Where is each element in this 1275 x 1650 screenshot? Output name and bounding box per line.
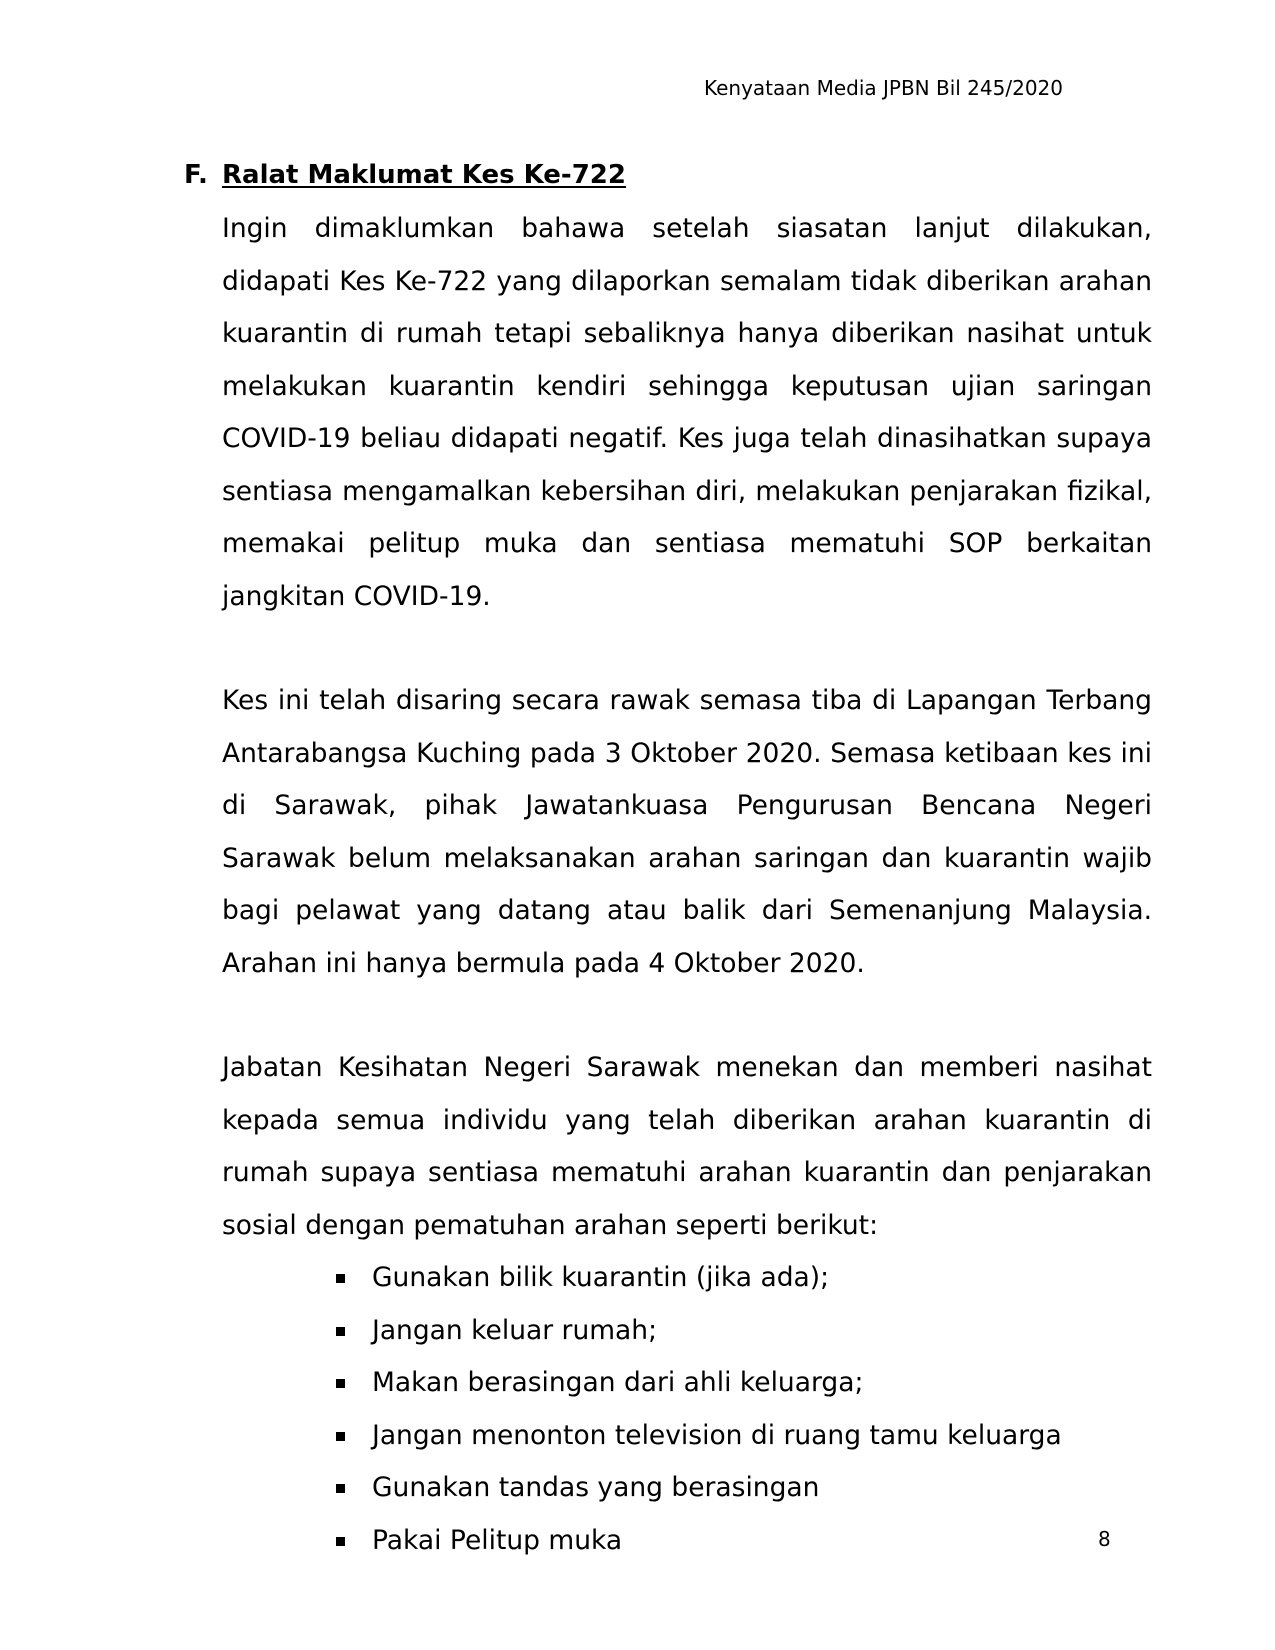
list-item [336,1357,1152,1410]
list-item [336,1410,1152,1463]
page-number: 8 [1098,1527,1111,1551]
square-bullet-icon [336,1537,345,1546]
page-header: Kenyataan Media JPBN Bil 245/2020 [703,76,1063,100]
square-bullet-icon [336,1327,345,1336]
square-bullet-icon [336,1432,345,1441]
list-item-text: Jangan keluar rumah; [372,1314,658,1346]
list-item [336,1462,1152,1515]
list-item-text: Jangan menonton television di ruang tamu keluarga [372,1419,1062,1451]
list-item-text: Makan berasingan dari ahli keluarga; [372,1367,864,1398]
list-item-text: Pakai Pelitup muka [372,1524,623,1556]
square-bullet-icon [336,1274,345,1283]
section-heading [184,158,626,192]
list-item [336,1252,1152,1305]
square-bullet-icon [336,1379,345,1388]
square-bullet-icon [336,1484,345,1493]
list-item-text: Gunakan bilik kuarantin (jika ada); [372,1262,830,1293]
paragraph: Ingin dimaklumkan bahawa setelah siasatan lanjut dilakukan, didapati Kes Ke-722 yang dilaporkan semalam tidak diberikan arahan kuarantin di rumah tetapi sebaliknya hanya diberikan nasihat untuk melakukan kuarantin kendiri sehingga keputusan ujian saringan COVID-19 beliau didapati negatif. Kes juga telah dinasihatkan supaya sentiasa mengamalkan kebersihan diri, melakukan penjarakan fizikal, memakai pelitup muka dan sentiasa mematuhi SOP berkaitan jangkitan COVID-19. [222,213,1152,612]
list-item-text: Gunakan tandas yang berasingan [372,1472,820,1503]
section-letter: F. [184,160,208,190]
advice-list [222,1252,1152,1567]
paragraph: Kes ini telah disaring secara rawak semasa tiba di Lapangan Terbang Antarabangsa Kuching pada 3 Oktober 2020. Semasa ketibaan kes ini di Sarawak, pihak Jawatankuasa Pengurusan Bencana Negeri Sarawak belum melaksanakan arahan saringan dan kuarantin wajib bagi pelawat yang datang atau balik dari Semenanjung Malaysia. Arahan ini hanya bermula pada 4 Oktober 2020. [222,685,1152,979]
list-item [336,1515,1152,1568]
paragraph: Jabatan Kesihatan Negeri Sarawak menekan dan memberi nasihat kepada semua individu yang telah diberikan arahan kuarantin di rumah supaya sentiasa mematuhi arahan kuarantin dan penjarakan sosial dengan pematuhan arahan seperti berikut: [222,1052,1152,1241]
section-title: Ralat Maklumat Kes Ke-722 [222,160,626,190]
list-item [336,1305,1152,1358]
section-body [222,203,1152,1567]
